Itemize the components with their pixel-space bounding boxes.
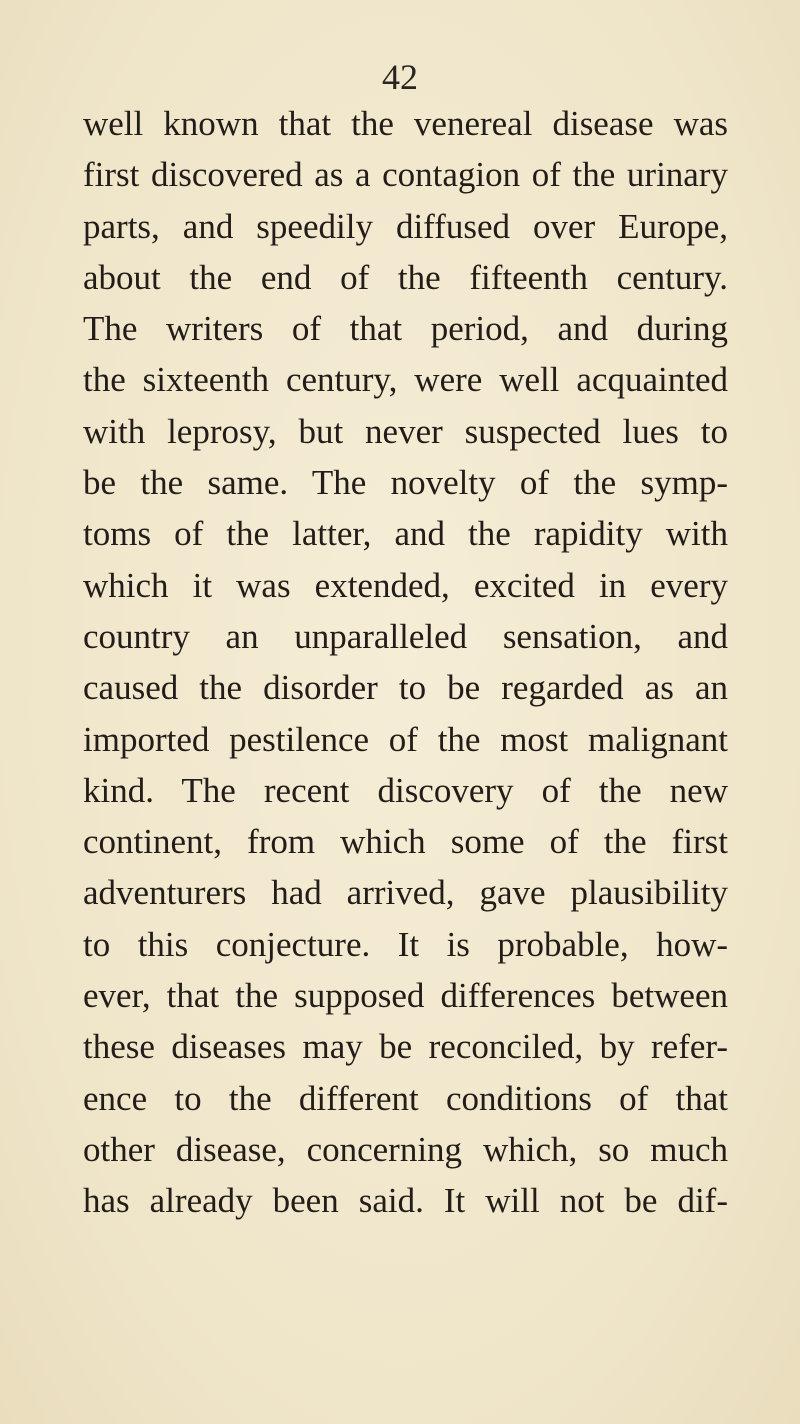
text-line: first discovered as a contagion of the urinary [83,155,728,195]
text-line: with leprosy, but never suspected lues to [83,411,728,451]
text-line: about the end of the fifteenth century. [83,257,728,297]
text-line: has already been said. It will not be dif- [83,1181,728,1221]
text-line: parts, and speedily diffused over Europe, [83,206,728,246]
text-line: The writers of that period, and during [83,309,728,349]
text-line: the sixteenth century, were well acquainted [83,360,728,400]
text-line: imported pestilence of the most malignant [83,719,728,759]
text-line: other disease, concerning which, so much [83,1129,728,1169]
text-line: well known that the venereal disease was [83,104,728,143]
text-line: ence to the different conditions of that [83,1078,728,1118]
text-line: continent, from which some of the first [83,822,728,862]
page-number: 42 [382,57,418,97]
text-line: ever, that the supposed differences between [83,976,728,1016]
text-line: to this conjecture. It is probable, how- [83,924,728,964]
text-line: kind. The recent discovery of the new [83,770,728,810]
text-line: caused the disorder to be regarded as an [83,668,728,708]
text-line: which it was extended, excited in every [83,565,728,605]
body-text [83,98,728,1227]
text-line: country an unparalleled sensation, and [83,616,728,656]
text-line: be the same. The novelty of the symp- [83,463,728,503]
text-line: toms of the latter, and the rapidity with [83,514,728,554]
text-line: these diseases may be reconciled, by refer- [83,1027,728,1067]
text-line: adventurers had arrived, gave plausibility [83,873,728,913]
